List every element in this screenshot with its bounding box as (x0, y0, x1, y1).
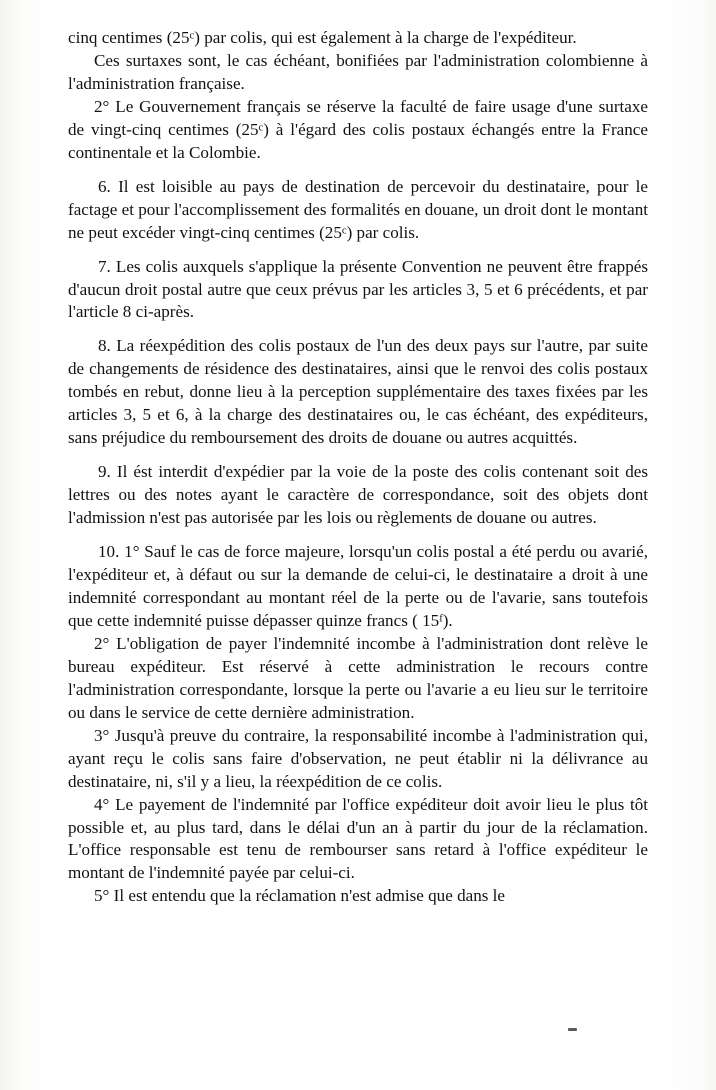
paragraph-article-10-item-3: 3° Jusqu'à preuve du contraire, la responsabilité incombe à l'administration qui, ayant reçu le colis sans faire d'observation, ne peut établir ni la délivrance au destinataire, ni, s'il y a lieu, la réexpédition de ce colis. (68, 725, 648, 791)
superscript-unit-letter: f (439, 613, 443, 625)
paragraph-continuation-surtaxe: cinq centimes (25$^c$) par colis, qui est également à la charge de l'expéditeur. (68, 28, 577, 47)
paragraph-article-10-item-2: 2° L'obligation de payer l'indemnité incombe à l'administration dont relève le bureau expéditeur. Est réservé à cette administration le recours contre l'administration correspondante, lorsque la perte ou l'avarie a eu lieu sur le territoire ou dans le service de cette dernière administration. (68, 633, 648, 722)
paragraph-ces-surtaxes: Ces surtaxes sont, le cas échéant, bonifiées par l'administration colombienne à l'administration française. (68, 50, 648, 93)
paragraph-article-10-item-1: 10. 1° Sauf le cas de force majeure, lorsqu'un colis postal a été perdu ou avarié, l'expéditeur et, à défaut ou sur la demande de celui-ci, le destinataire a droit à une indemnité correspondant au montant réel de la perte ou de l'avarie, sans toutefois que cette indemnité puisse dépasser quinze francs ( 15$^f$). (68, 542, 648, 630)
superscript-unit-letter: c (341, 225, 347, 237)
ink-speck-artifact (568, 1028, 577, 1031)
paragraph-article-6: 6. Il est loisible au pays de destination de percevoir du destinataire, pour le factage et pour l'accomplissement des formalités en douane, un droit dont le montant ne peut excéder vingt-cinq centimes (25$^c$) par colis. (68, 176, 648, 242)
paragraph-article-10-item-4: 4° Le payement de l'indemnité par l'office expéditeur doit avoir lieu le plus tôt possible et, au plus tard, dans le délai d'un an à partir du jour de la réclamation. L'office responsable est tenu de rembourser sans retard à l'office expéditeur le montant de l'indemnité payée par celui-ci. (68, 794, 648, 883)
paragraph-article-9: 9. Il ést interdit d'expédier par la voie de la poste des colis contenant soit des lettres ou des notes ayant le caractère de correspondance, soit des objets dont l'admission n'est pas autorisée par les lois ou règlements de douane ou autres. (68, 462, 648, 528)
superscript-unit-letter: c (258, 122, 264, 134)
paragraph-article-10-item-5: 5° Il est entendu que la réclamation n'est admise que dans le (94, 886, 506, 906)
paragraph-article-7: 7. Les colis auxquels s'applique la présente Convention ne peuvent être frappés d'aucun droit postal autre que ceux prévus par les articles 3, 5 et 6 précédents, et par l'article 8 ci-après. (68, 256, 648, 322)
paragraph-article-8: 8. La réexpédition des colis postaux de l'un des deux pays sur l'autre, par suite de changements de résidence des destinataires, ainsi que le renvoi des colis postaux tombés en rebut, donne lieu à la perception supplémentaire des taxes fixées par les articles 3, 5 et 6, à la charge des destinataires ou, le cas échéant, des expéditeurs, sans préjudice du remboursement des droits de douane ou autres acquittés. (68, 336, 648, 448)
paragraph-item-2-gouvernement: 2° Le Gouvernement français se réserve la faculté de faire usage d'une surtaxe de vingt-cinq centimes (25$^c$) à l'égard des colis postaux échangés entre la France continentale et la Colombie. (68, 96, 648, 162)
superscript-unit-letter: c (189, 30, 195, 42)
document-text-column (68, 27, 648, 908)
